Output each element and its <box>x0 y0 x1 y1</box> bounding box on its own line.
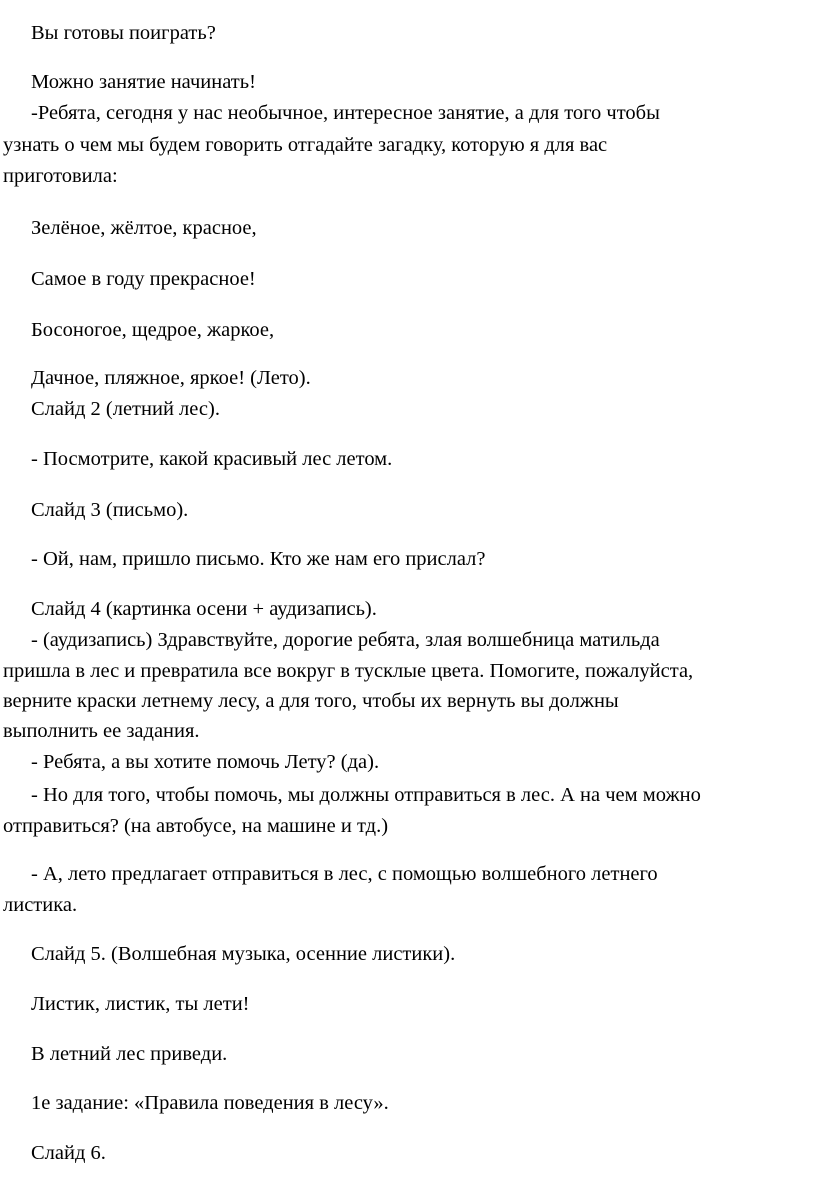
text-line: Самое в году прекрасное! <box>31 268 256 290</box>
text-line: - (аудизапись) Здравствуйте, дорогие ребята, злая волшебница матильда <box>31 629 660 651</box>
text-line: выполнить ее задания. <box>3 720 200 742</box>
text-line: Можно занятие начинать! <box>31 71 256 93</box>
text-line: Вы готовы поиграть? <box>31 22 216 44</box>
text-line: Слайд 4 (картинка осени + аудизапись). <box>31 598 377 620</box>
text-line: узнать о чем мы будем говорить отгадайте загадку, которую я для вас <box>3 134 608 156</box>
text-line: Слайд 5. (Волшебная музыка, осенние листики). <box>31 943 456 965</box>
text-line: - Но для того, чтобы помочь, мы должны отправиться в лес. А на чем можно <box>31 784 701 806</box>
text-line: - Ой, нам, пришло письмо. Кто же нам его прислал? <box>31 548 486 570</box>
text-line: Слайд 6. <box>31 1142 106 1164</box>
text-line: -Ребята, сегодня у нас необычное, интересное занятие, а для того чтобы <box>31 102 660 124</box>
text-line: Листик, листик, ты лети! <box>31 993 250 1015</box>
text-line: Дачное, пляжное, яркое! (Лето). <box>31 367 311 389</box>
text-line: пришла в лес и превратила все вокруг в тусклые цвета. Помогите, пожалуйста, <box>3 660 694 682</box>
text-line: Зелёное, жёлтое, красное, <box>31 217 257 239</box>
text-line: листика. <box>3 894 78 916</box>
text-line: Слайд 2 (летний лес). <box>31 398 220 420</box>
text-line: - Ребята, а вы хотите помочь Лету? (да). <box>31 751 380 773</box>
text-line: 1е задание: «Правила поведения в лесу». <box>31 1092 389 1114</box>
text-line: - Посмотрите, какой красивый лес летом. <box>31 448 393 470</box>
text-line: - А, лето предлагает отправиться в лес, с помощью волшебного летнего <box>31 863 658 885</box>
text-line: отправиться? (на автобусе, на машине и тд.) <box>3 815 389 837</box>
text-line: Босоногое, щедрое, жаркое, <box>31 319 275 341</box>
text-line: верните краски летнему лесу, а для того, чтобы их вернуть вы должны <box>3 690 619 712</box>
text-line: В летний лес приведи. <box>31 1043 228 1065</box>
text-line: Слайд 3 (письмо). <box>31 499 189 521</box>
text-line: приготовила: <box>3 165 118 187</box>
